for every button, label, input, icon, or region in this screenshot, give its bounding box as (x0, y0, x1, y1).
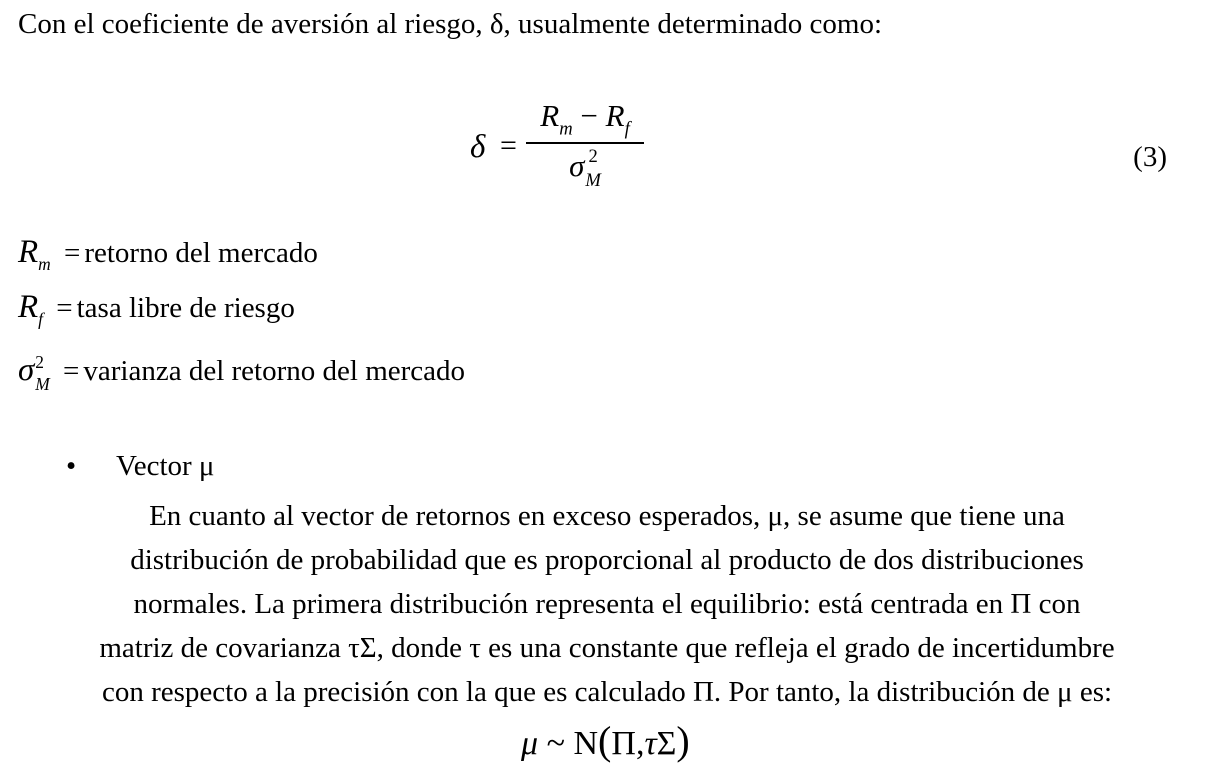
paragraph (0, 494, 1214, 714)
rf-subscript: f (624, 118, 630, 140)
definition-text: varianza del retorno del mercado (83, 355, 466, 387)
numerator (526, 98, 644, 140)
definition-subscript: f (38, 308, 44, 329)
bullet-marker: • (66, 450, 77, 482)
definition-subscript: M (35, 374, 50, 395)
definition-superscript: 2 (35, 351, 44, 372)
final-equation (521, 717, 690, 764)
mu-symbol: μ (521, 725, 539, 762)
normal-symbol: N (573, 725, 599, 762)
fraction-bar (526, 142, 644, 144)
sigma-symbol: σ (569, 148, 585, 183)
sigma-subscript: M (585, 169, 601, 191)
sigma-capital-symbol: Σ (656, 725, 677, 762)
bullet-text: Vector μ (116, 450, 215, 482)
paragraph-line: normales. La primera distribución representa el equilibrio: está centrada en Π con (133, 588, 1081, 620)
rm-symbol: R (540, 98, 560, 133)
definition-text: tasa libre de riesgo (76, 292, 295, 324)
tilde-symbol: ~ (546, 725, 565, 762)
bullet-item (66, 450, 214, 483)
close-paren: ) (676, 718, 690, 763)
equation-number: (3) (1133, 141, 1167, 173)
denominator (526, 146, 644, 191)
paragraph-line: En cuanto al vector de retornos en exceso esperados, μ, se asume que tiene una (149, 500, 1065, 532)
definition-symbol: σ (18, 352, 35, 388)
paragraph-line: matriz de covarianza τΣ, donde τ es una constante que refleja el grado de incertidumbre (99, 632, 1115, 664)
definition-equals: = (63, 237, 81, 269)
definition-rf (18, 289, 295, 330)
definition-equals: = (63, 355, 80, 387)
paragraph-line: distribución de probabilidad que es proporcional al producto de dos distribuciones (130, 544, 1084, 576)
paragraph-line: con respecto a la precisión con la que es calculado Π. Por tanto, la distribución de μ es: (101, 676, 1113, 708)
definition-equals: = (56, 292, 73, 324)
rm-subscript: m (559, 118, 573, 140)
sigma-superscript: 2 (588, 146, 598, 168)
open-paren: ( (598, 718, 612, 763)
equals-sign: = (500, 129, 517, 162)
rf-symbol: R (605, 98, 625, 133)
definition-symbol: R (18, 289, 39, 325)
equation-3 (470, 92, 670, 202)
tau-symbol: τ (644, 725, 657, 762)
definition-subscript: m (38, 253, 51, 274)
pi-symbol: Π (611, 725, 636, 762)
comma: , (635, 725, 645, 762)
sigma-scripts (585, 146, 601, 191)
delta-symbol: δ (470, 129, 486, 165)
definition-rm (18, 234, 318, 275)
minus-sign: − (580, 98, 598, 133)
definition-sigma (18, 351, 466, 395)
definition-scripts (35, 351, 50, 395)
definition-symbol: R (18, 234, 39, 270)
intro-sentence: Con el coeficiente de aversión al riesgo, δ, usualmente determinado como: (18, 8, 883, 40)
definition-text: retorno del mercado (84, 237, 318, 269)
